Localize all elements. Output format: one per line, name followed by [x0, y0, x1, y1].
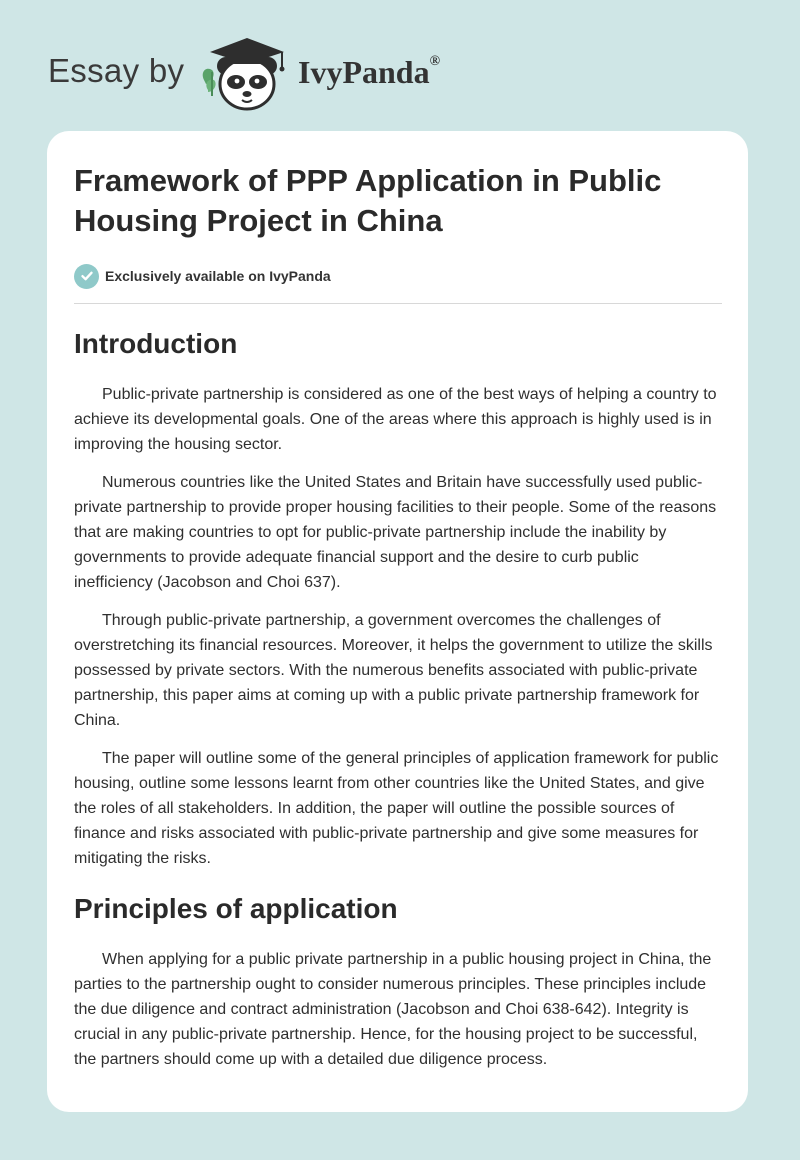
essay-by-label: Essay by — [48, 52, 185, 89]
section-heading-introduction: Introduction — [74, 328, 238, 359]
paragraph: Numerous countries like the United States and Britain have successfully used public-private partnership to provide proper housing facilities to their people. Some of the reasons that are making countries to opt for public-private partnership include the inability by governments to provide adequate financial support and the desire to curb public inefficiency (Jacobson and Choi 637). — [74, 474, 717, 591]
section-heading-principles: Principles of application — [74, 893, 398, 925]
check-circle-icon — [74, 264, 99, 289]
panda-graduate-icon[interactable] — [198, 34, 298, 114]
exclusive-label: Exclusively available on IvyPanda — [105, 268, 331, 284]
trademark-symbol: ® — [429, 54, 441, 70]
exclusive-badge — [74, 263, 722, 289]
essay-card — [47, 131, 748, 1112]
divider — [74, 303, 722, 304]
brand-name[interactable]: IvyPanda® — [298, 54, 441, 90]
paragraph: When applying for a public private partnership in a public housing project in China, the parties to the partnership ought to consider numerous principles. These principles include the due diligence and contract administration (Jacobson and Choi 638-642). Integrity is crucial in any public-private partnership. Hence, for the housing project to be successful, the partners should come up with a detailed due diligence process. — [74, 951, 712, 1068]
paragraph: Through public-private partnership, a government overcomes the challenges of overstretching its financial resources. Moreover, it helps the government to utilize the skills possessed by private sectors. With the numerous benefits associated with public-private partnership, this paper aims at coming up with a public private partnership framework for China. — [74, 612, 713, 729]
site-header — [0, 0, 800, 128]
page-title: Framework of PPP Application in Public Housing Project in China — [74, 163, 662, 238]
essay-content — [74, 161, 722, 1072]
paragraph: The paper will outline some of the general principles of application framework for public housing, outline some lessons learnt from other countries like the United States, and give the roles of all stakeholders. In addition, the paper will outline the possible sources of finance and risks associated with public-private partnership and give some measures for mitigating the risks. — [74, 750, 719, 867]
paragraph: Public-private partnership is considered as one of the best ways of helping a country to achieve its developmental goals. One of the areas where this approach is highly used is in improving the housing sector. — [74, 386, 717, 453]
